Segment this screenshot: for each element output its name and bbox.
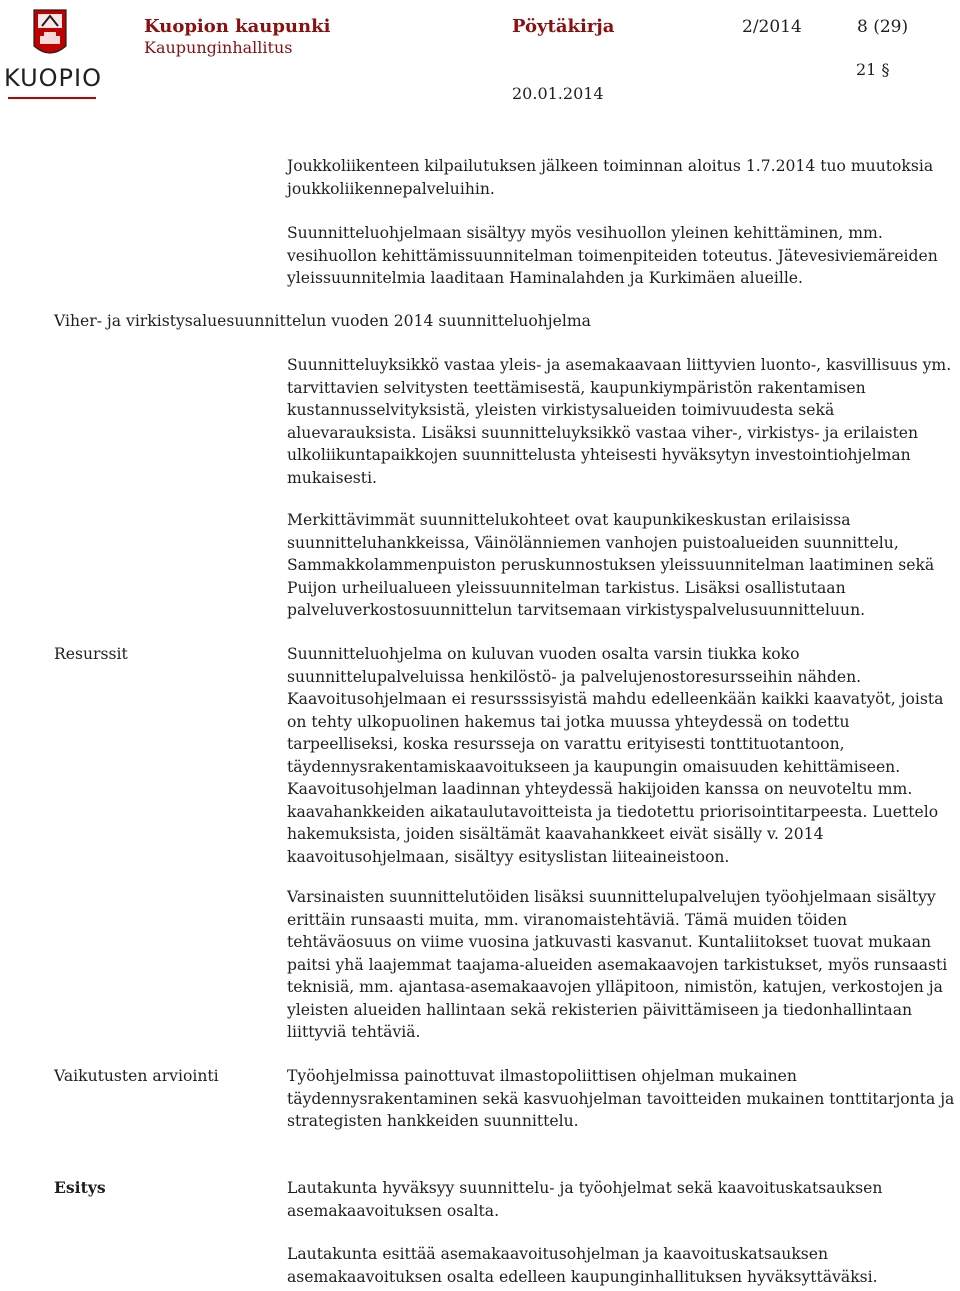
- paragraph-vesihuolto: Suunnitteluohjelmaan sisältyy myös vesihuollon yleinen kehittäminen, mm. vesihuollon kehittämissuunnitelman toimenpiteiden toteutus. Jätevesiviemäreiden yleissuunnitelmia laaditaan Haminalahden ja Kurkimäen alueille.: [287, 224, 938, 287]
- logo-wordmark: KUOPIO: [4, 64, 102, 92]
- label-vaikutusten-arviointi: Vaikutusten arviointi: [54, 1067, 219, 1085]
- paragraph-vaikutukset: Työohjelmissa painottuvat ilmastopoliittisen ohjelman mukainen täydennysrakentaminen sekä kasvuohjelman tavoitteiden mukainen tonttitarjonta ja strategisten hankkeiden suunnittelu.: [287, 1067, 955, 1130]
- document-number: 2/2014: [742, 17, 802, 37]
- paragraph-varsinaisten: Varsinaisten suunnittelutöiden lisäksi suunnittelupalvelujen työohjelmaan sisältyy erittäin runsaasti muita, mm. viranomaistehtäviä. Tämä muiden töiden tehtäväosuus on viime vuosina jatkuvasti kasvanut. Kuntaliitokset tuovat mukaan paitsi yhä laajemmat taajama-alueiden asemakaavojen tarkistukset, myös runsaasti teknisiä, mm. ajantasa-asemakaavojen ylläpitoon, nimistön, katujen, verkostojen ja yleisten alueiden hallintaan sekä rekisterien päivittämiseen ja tiedonhallintaan liittyviä tehtäviä.: [287, 888, 948, 1041]
- label-esitys: Esitys: [54, 1178, 106, 1197]
- paragraph-esitys-2: Lautakunta esittää asemakaavoitusohjelman ja kaavoituskatsauksen asemakaavoituksen osalta edelleen kaupunginhallituksen hyväksyttäväksi.: [287, 1245, 878, 1286]
- body-name: Kaupunginhallitus: [144, 38, 293, 57]
- paragraph-suunnitteluyksikko: Suunnitteluyksikkö vastaa yleis- ja asemakaavaan liittyvien luonto-, kasvillisuus ym. tarvittavien selvitysten teettämisestä, kaupunkiympäristön rakentamisen kustannusselvityksistä, yleisten virkistysalueiden toimivuudesta sekä aluevarauksista. Lisäksi suunnitteluyksikkö vastaa viher-, virkistys- ja erilaisten ulkoliikuntapaikkojen suunnittelusta yhteisesti hyväksytyn investointiohjelman mukaisesti.: [287, 356, 952, 487]
- section-number: 21 §: [856, 60, 890, 79]
- city-logo: [4, 6, 102, 94]
- section-heading-viher: Viher- ja virkistysaluesuunnittelun vuoden 2014 suunnitteluohjelma: [54, 312, 591, 330]
- meeting-date: 20.01.2014: [512, 84, 604, 103]
- paragraph-merkittavimmat: Merkittävimmät suunnittelukohteet ovat kaupunkikeskustan erilaisissa suunnitteluhankkeissa, Väinölänniemen vanhojen puistoalueiden suunnittelu, Sammakkolammenpuiston peruskunnostuksen yleissuunnitelman laatiminen sekä Puijon urheilualueen yleissuunnitelman tarkistus. Lisäksi osallistutaan palveluverkostosuunnittelun tarvitsemaan virkistyspalvelusuunnitteluun.: [287, 511, 935, 619]
- label-resurssit: Resurssit: [54, 645, 128, 663]
- paragraph-resurssit: Suunnitteluohjelma on kuluvan vuoden osalta varsin tiukka koko suunnittelupalveluissa henkilöstö- ja palvelujenostoresursseihin nähden. Kaavoitusohjelmaan ei resursssisyistä mahdu edelleenkään kaikki kaavatyöt, joista on tehty ulkopuolinen hakemus tai jotka muussa yhteydessä on todettu tarpeelliseksi, koska resursseja on varattu erityisesti tonttituotantoon, täydennysrakentamiskaavoitukseen ja kaupungin omaisuuden kehittämiseen. Kaavoitusohjelman laadinnan yhteydessä hakijoiden kanssa on neuvoteltu mm. kaavahankkeiden aikataulutavoitteista ja tiedotettu priorisointitarpeesta. Luettelo hakemuksista, joiden sisältämät kaavahankkeet eivät sisälly v. 2014 kaavoitusohjelmaan, sisältyy esityslistan liiteaineistoon.: [287, 645, 944, 866]
- paragraph-joukkoliikenne: Joukkoliikenteen kilpailutuksen jälkeen toiminnan aloitus 1.7.2014 tuo muutoksia joukkoliikennepalveluihin.: [287, 157, 934, 198]
- document-type: Pöytäkirja: [512, 16, 615, 37]
- paragraph-esitys-1: Lautakunta hyväksyy suunnittelu- ja työohjelmat sekä kaavoituskatsauksen asemakaavoituksen osalta.: [287, 1179, 883, 1220]
- coat-of-arms-icon: [4, 6, 96, 64]
- organization-name: Kuopion kaupunki: [144, 16, 331, 37]
- logo-underline: [8, 97, 96, 99]
- page-number: 8 (29): [857, 17, 909, 37]
